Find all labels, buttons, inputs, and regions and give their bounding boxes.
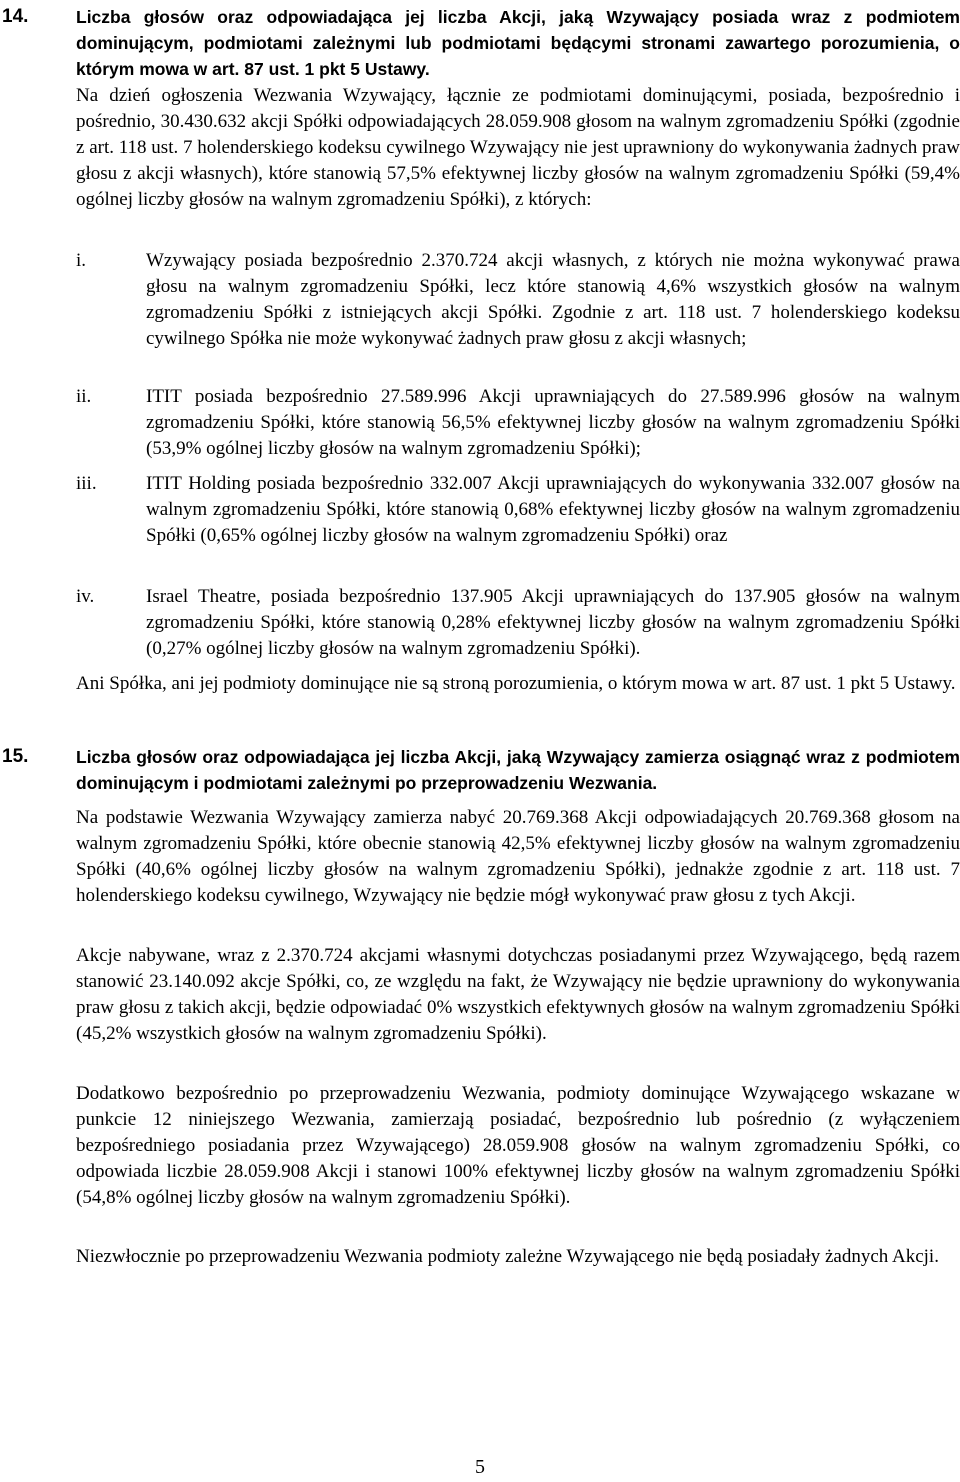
section-14-closing: Ani Spółka, ani jej podmioty dominujące nie są stroną porozumienia, o którym mowa w art. 87 ust. 1 pkt 5 Ustawy.	[76, 673, 956, 694]
list-item-text: ITIT Holding posiada bezpośrednio 332.007 Akcji uprawniających do wykonywania 332.007 głosów na walnym zgromadzeniu Spółki, które stanowią 0,68% efektywnej liczby głosów na walnym zgromadzeniu Spółki (0,65% ogólnej liczby głosów na walnym zgromadzeniu Spółki) oraz	[146, 473, 960, 546]
list-item-number: iv.	[76, 586, 95, 607]
list-item-number: iii.	[76, 473, 97, 494]
list-item-text: Israel Theatre, posiada bezpośrednio 137.905 Akcji uprawniających do 137.905 głosów na walnym zgromadzeniu Spółki, które stanowią 0,28% efektywnej liczby głosów na walnym zgromadzeniu Spółki (0,27% ogólnej liczby głosów na walnym zgromadzeniu Spółki).	[146, 586, 960, 659]
section-15-paragraph: Dodatkowo bezpośrednio po przeprowadzeniu Wezwania, podmioty dominujące Wzywającego wskazane w punkcie 12 niniejszego Wezwania, zamierzają posiadać, bezpośrednio lub pośrednio (z wyłączeniem bezpośredniego posiadania przez Wzywającego) 28.059.908 głosów na walnym zgromadzeniu Spółki, co odpowiada liczbie 28.059.908 Akcji i stanowi 100% efektywnej liczby głosów na walnym zgromadzeniu Spółki (54,8% ogólnej liczby głosów na walnym zgromadzeniu Spółki).	[76, 1083, 960, 1208]
section-number: 15.	[2, 746, 29, 767]
section-15-paragraph: Na podstawie Wezwania Wzywający zamierza nabyć 20.769.368 Akcji odpowiadających 20.769.368 głosom na walnym zgromadzeniu Spółki, które obecnie stanowią 42,5% efektywnej liczby głosów na walnym zgromadzeniu Spółki (40,6% ogólnej liczby głosów na walnym zgromadzeniu Spółki), jednakże zgodnie z art. 118 ust. 7 holenderskiego kodeksu cywilnego, Wzywający nie będzie mógł wykonywać praw głosu z tych Akcji.	[76, 807, 960, 906]
section-title: Liczba głosów oraz odpowiadająca jej liczba Akcji, jaką Wzywający zamierza osiągnąć wraz z podmiotem dominującym i podmiotami zależnymi po przeprowadzeniu Wezwania.	[76, 747, 960, 793]
section-title: Liczba głosów oraz odpowiadająca jej liczba Akcji, jaką Wzywający posiada wraz z podmiotem dominującym, podmiotami zależnymi lub podmiotami będącymi stronami zawartego porozumienia, o którym mowa w art. 87 ust. 1 pkt 5 Ustawy.	[76, 7, 960, 79]
page-number: 5	[475, 1456, 485, 1478]
section-number: 14.	[2, 6, 29, 27]
section-15-paragraph: Niezwłocznie po przeprowadzeniu Wezwania podmioty zależne Wzywającego nie będą posiadały żadnych Akcji.	[76, 1246, 939, 1267]
list-item-text: Wzywający posiada bezpośrednio 2.370.724 akcji własnych, z których nie można wykonywać prawa głosu na walnym zgromadzeniu Spółki, lecz które stanowią 4,6% wszystkich głosów na walnym zgromadzeniu Spółki z istniejących akcji Spółki. Zgodnie z art. 118 ust. 7 holenderskiego kodeksu cywilnego Spółka nie może wykonywać żadnych praw głosu z akcji własnych;	[146, 250, 960, 349]
section-14-intro: Na dzień ogłoszenia Wezwania Wzywający, łącznie ze podmiotami dominującymi, posiada, bezpośrednio i pośrednio, 30.430.632 akcji Spółki odpowiadających 28.059.908 głosom na walnym zgromadzeniu Spółki (zgodnie z art. 118 ust. 7 holenderskiego kodeksu cywilnego Wzywający nie jest uprawniony do wykonywania żadnych praw głosu z akcji własnych), które stanowią 57,5% efektywnej liczby głosów na walnym zgromadzeniu Spółki (59,4% ogólnej liczby głosów na walnym zgromadzeniu Spółki), z których:	[76, 85, 960, 210]
section-15-paragraph: Akcje nabywane, wraz z 2.370.724 akcjami własnymi dotychczas posiadanymi przez Wzywającego, będą razem stanowić 23.140.092 akcje Spółki, co, ze względu na fakt, że Wzywający nie będzie uprawniony do wykonywania praw głosu z takich akcji, będzie odpowiadać 0% wszystkich efektywnych głosów na walnym zgromadzeniu Spółki (45,2% wszystkich głosów na walnym zgromadzeniu Spółki).	[76, 945, 960, 1044]
list-item-number: i.	[76, 250, 87, 271]
list-item-number: ii.	[76, 386, 92, 407]
list-item-text: ITIT posiada bezpośrednio 27.589.996 Akcji uprawniających do 27.589.996 głosów na walnym zgromadzeniu Spółki, które stanowią 56,5% efektywnej liczby głosów na walnym zgromadzeniu Spółki (53,9% ogólnej liczby głosów na walnym zgromadzeniu Spółki);	[146, 386, 960, 459]
